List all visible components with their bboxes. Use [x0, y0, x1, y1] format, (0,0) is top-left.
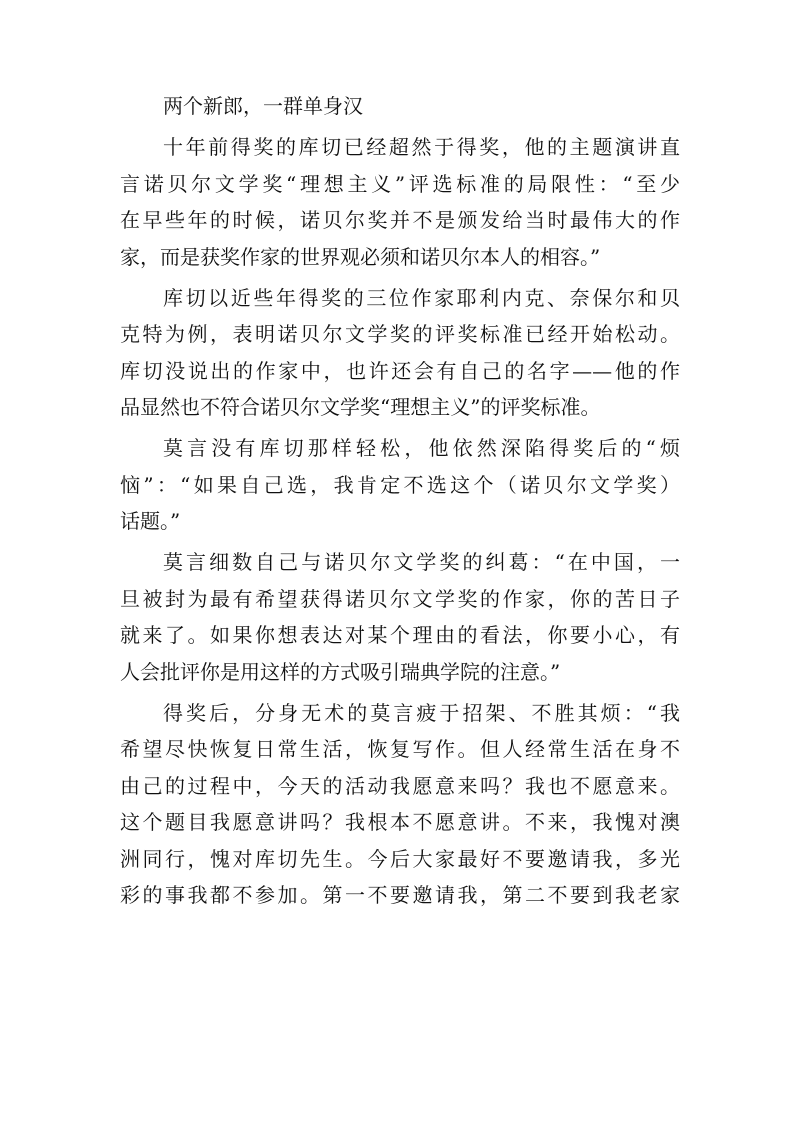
paragraph-line: 得奖后，分身无术的莫言疲于招架、不胜其烦：“我: [163, 700, 680, 725]
paragraph-line: 彩的事我都不参加。第一不要邀请我，第二不要到我老家: [120, 883, 680, 907]
paragraph: [120, 430, 680, 540]
paragraph: [120, 129, 680, 275]
paragraph-line: 家，而是获奖作家的世界观必须和诺贝尔本人的相容。”: [120, 244, 601, 269]
paragraph-line: 十年前得奖的库切已经超然于得奖，他的主题演讲直: [163, 135, 680, 159]
paragraph-line: 言诺贝尔文学奖“理想主义”评选标准的局限性：“至少: [120, 171, 680, 196]
paragraph: [120, 280, 680, 426]
paragraph-line: 洲同行，愧对库切先生。今后大家最好不要邀请我，多光: [120, 846, 680, 871]
paragraph: [120, 544, 680, 690]
paragraph-line: 莫言细数自己与诺贝尔文学奖的纠葛：“在中国，一: [163, 550, 680, 574]
paragraph-line: 由己的过程中，今天的活动我愿意来吗？我也不愿意来。: [120, 773, 680, 798]
paragraph-line: 希望尽快恢复日常生活，恢复写作。但人经常生活在身不: [120, 737, 680, 761]
paragraph-line: 就来了。如果你想表达对某个理由的看法，你要小心，有: [120, 623, 680, 647]
document-title: 两个新郎，一群单身汉: [163, 94, 363, 118]
paragraph-line: 莫言没有库切那样轻松，他依然深陷得奖后的“烦: [163, 436, 680, 460]
paragraph-line: 旦被封为最有希望获得诺贝尔文学奖的作家，你的苦日子: [120, 586, 680, 611]
paragraph-line: 恼”：“如果自己选，我肯定不选这个（诺贝尔文学奖）: [120, 472, 680, 497]
paragraph-line: 在早些年的时候，诺贝尔奖并不是颁发给当时最伟大的作: [120, 208, 680, 232]
paragraph-line: 库切以近些年得奖的三位作家耶利内克、奈保尔和贝: [163, 285, 680, 310]
paragraph-line: 话题。”: [120, 509, 181, 533]
paragraph-line: 库切没说出的作家中，也许还会有自己的名字——他的作: [120, 358, 680, 383]
paragraph-line: 克特为例，表明诺贝尔文学奖的评奖标准已经开始松动。: [120, 322, 680, 346]
document-body: [120, 88, 680, 914]
paragraph-line: 品显然也不符合诺贝尔文学奖“理想主义”的评奖标准。: [120, 395, 601, 419]
paragraph: [120, 695, 680, 914]
paragraph-line: 人会批评你是用这样的方式吸引瑞典学院的注意。”: [120, 659, 561, 684]
paragraph-line: 这个题目我愿意讲吗？我根本不愿意讲。不来，我愧对澳: [120, 810, 680, 834]
